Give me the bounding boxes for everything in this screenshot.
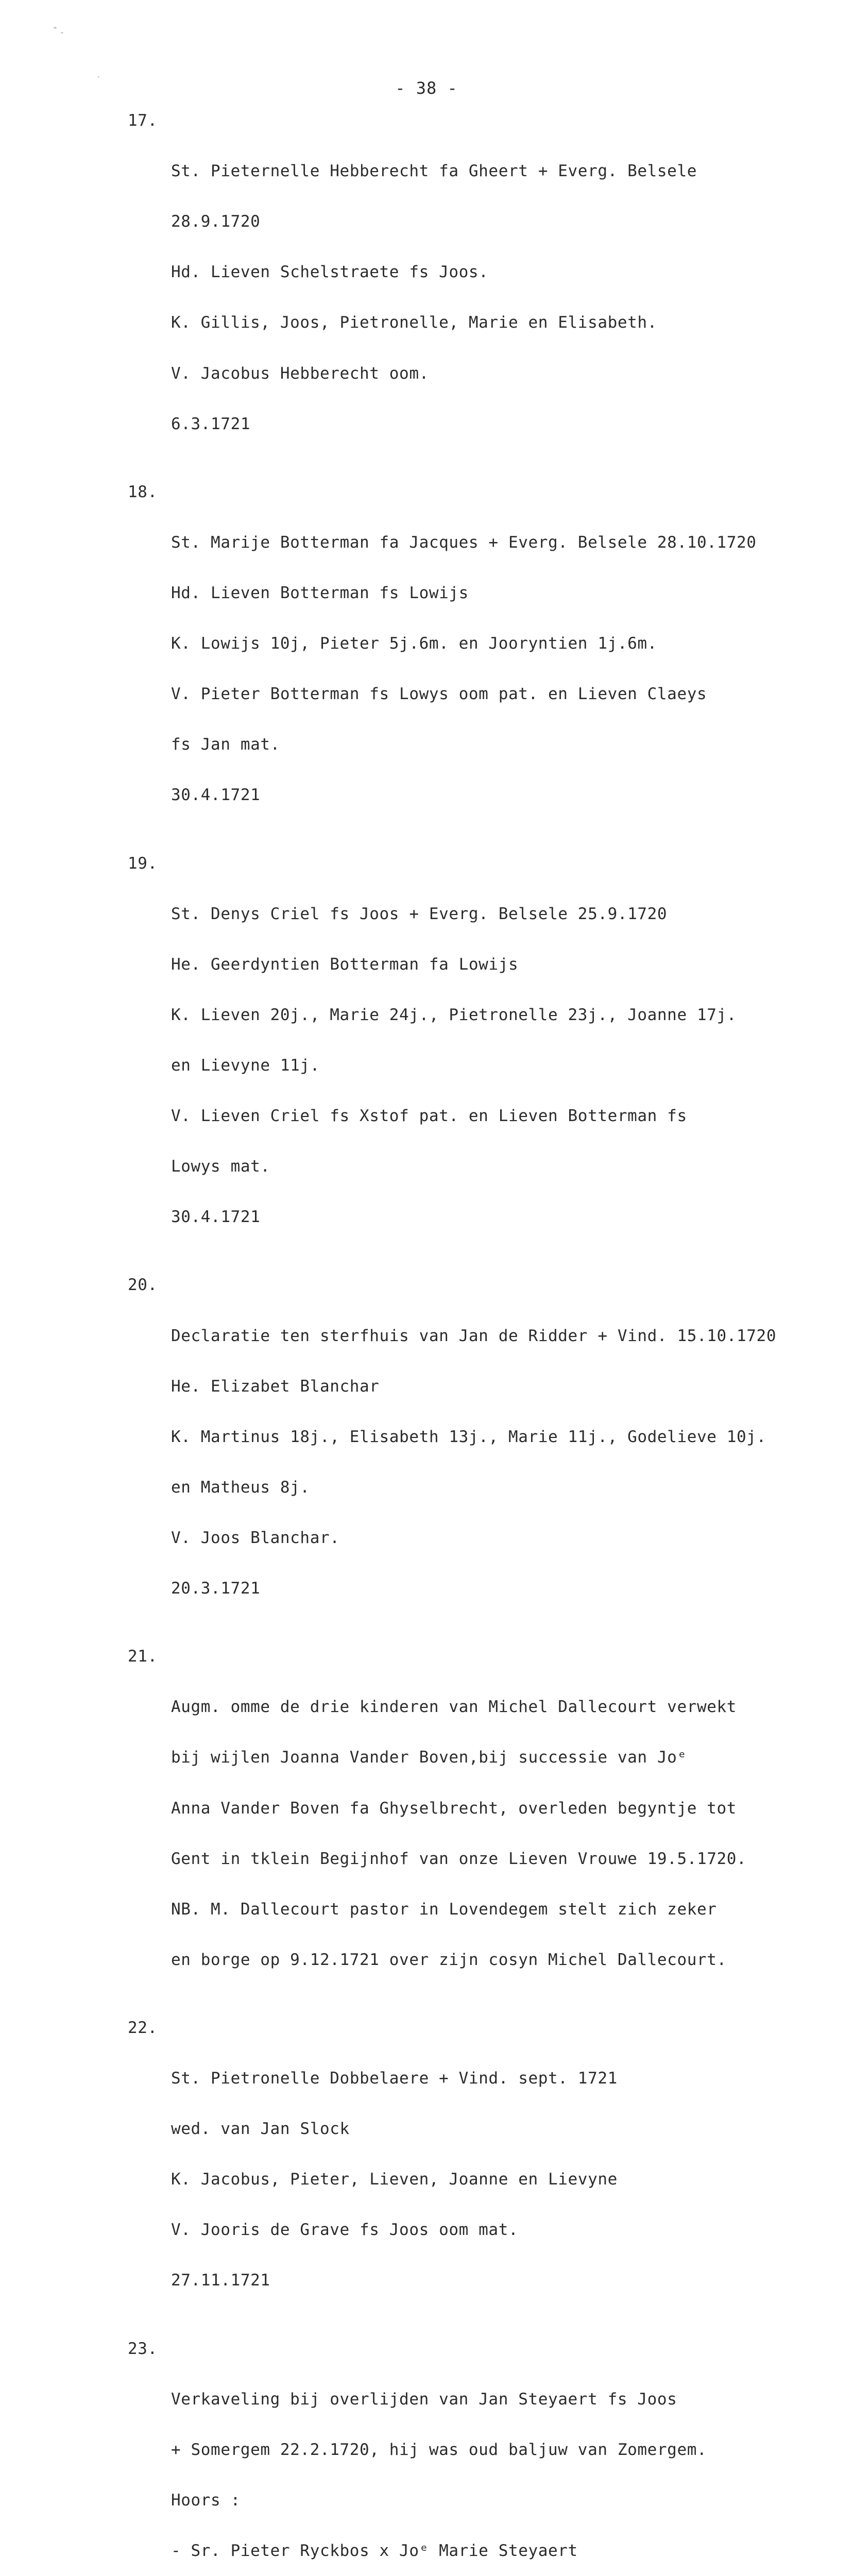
entry-line: St. Pietronelle Dobbelaere + Vind. sept. 1721 xyxy=(171,2069,618,2088)
entry-line: St. Denys Criel fs Joos + Everg. Belsele 25.9.1720 xyxy=(171,904,668,923)
entry-list xyxy=(128,112,813,2576)
entry-line: V. Lieven Criel fs Xstof pat. en Lieven Botterman fs xyxy=(171,1107,687,1126)
entry-22 xyxy=(128,2020,813,2323)
entry-line: K. Martinus 18j., Elisabeth 13j., Marie 11j., Godelieve 10j. xyxy=(171,1427,766,1446)
scan-speck xyxy=(54,27,57,29)
entry-line: en borge op 9.12.1721 over zijn cosyn Michel Dallecourt. xyxy=(171,1950,727,1969)
entry-number: 17. xyxy=(128,111,158,130)
entry-19 xyxy=(128,855,813,1260)
entry-21 xyxy=(128,1648,813,2002)
entry-line: St. Marije Botterman fa Jacques + Everg. Belsele 28.10.1720 xyxy=(171,533,757,552)
entry-line: 6.3.1721 xyxy=(171,414,251,433)
entry-line: K. Gillis, Joos, Pietronelle, Marie en Elisabeth. xyxy=(171,313,657,332)
entry-line: 30.4.1721 xyxy=(171,786,261,805)
entry-line: 30.4.1721 xyxy=(171,1208,261,1227)
entry-line: Lowys mat. xyxy=(171,1157,270,1176)
entry-line: V. Jooris de Grave fs Joos oom mat. xyxy=(171,2221,519,2240)
entry-line: Gent in tklein Begijnhof van onze Lieven Vrouwe 19.5.1720. xyxy=(171,1849,747,1868)
entry-18 xyxy=(128,484,813,838)
entry-line: 20.3.1721 xyxy=(171,1579,261,1598)
scan-speck xyxy=(98,76,99,78)
entry-line: V. Pieter Botterman fs Lowys oom pat. en Lieven Claeys xyxy=(171,685,707,704)
entry-line: Verkaveling bij overlijden van Jan Steyaert fs Joos xyxy=(171,2389,677,2409)
entry-number: 18. xyxy=(128,482,158,501)
entry-20 xyxy=(128,1277,813,1631)
entry-number: 20. xyxy=(128,1276,158,1295)
entry-line: Hd. Lieven Schelstraete fs Joos. xyxy=(171,263,489,282)
entry-line: en Lievyne 11j. xyxy=(171,1056,320,1075)
entry-line: He. Geerdyntien Botterman fa Lowijs xyxy=(171,955,519,974)
entry-line: 27.11.1721 xyxy=(171,2271,270,2290)
entry-number: 19. xyxy=(128,854,158,873)
entry-number: 22. xyxy=(128,2018,158,2037)
entry-line: + Somergem 22.2.1720, hij was oud baljuw van Zomergem. xyxy=(171,2440,707,2459)
entry-line: V. Joos Blanchar. xyxy=(171,1528,340,1547)
entry-line: K. Lieven 20j., Marie 24j., Pietronelle 23j., Joanne 17j. xyxy=(171,1005,737,1024)
entry-line: en Matheus 8j. xyxy=(171,1478,310,1497)
entry-line: He. Elizabet Blanchar xyxy=(171,1377,380,1396)
page-number: - 38 - xyxy=(395,78,458,98)
entry-23 xyxy=(128,2341,813,2576)
scan-speck xyxy=(61,32,63,33)
entry-line: - Sr. Pieter Ryckbos x Joᵉ Marie Steyaert xyxy=(171,2541,578,2561)
entry-line: K. Lowijs 10j, Pieter 5j.6m. en Jooryntien 1j.6m. xyxy=(171,634,657,653)
entry-line: 28.9.1720 xyxy=(171,212,261,231)
entry-line: St. Pieternelle Hebberecht fa Gheert + Everg. Belsele xyxy=(171,162,697,181)
entry-number: 21. xyxy=(128,1647,158,1666)
entry-number: 23. xyxy=(128,2339,158,2358)
entry-line: Declaratie ten sterfhuis van Jan de Ridder + Vind. 15.10.1720 xyxy=(171,1326,777,1345)
entry-17 xyxy=(128,112,813,466)
entry-line: V. Jacobus Hebberecht oom. xyxy=(171,364,429,383)
entry-line: fs Jan mat. xyxy=(171,735,280,754)
entry-line: Hd. Lieven Botterman fs Lowijs xyxy=(171,583,469,602)
entry-line: Anna Vander Boven fa Ghyselbrecht, overleden begyntje tot xyxy=(171,1799,737,1818)
entry-line: K. Jacobus, Pieter, Lieven, Joanne en Lievyne xyxy=(171,2170,618,2189)
entry-line: Hoors : xyxy=(171,2490,241,2510)
entry-line: NB. M. Dallecourt pastor in Lovendegem stelt zich zeker xyxy=(171,1900,717,1919)
entry-line: bij wijlen Joanna Vander Boven,bij successie van Joᵉ xyxy=(171,1748,687,1767)
entry-line: wed. van Jan Slock xyxy=(171,2120,350,2139)
entry-line: Augm. omme de drie kinderen van Michel Dallecourt verwekt xyxy=(171,1698,737,1717)
